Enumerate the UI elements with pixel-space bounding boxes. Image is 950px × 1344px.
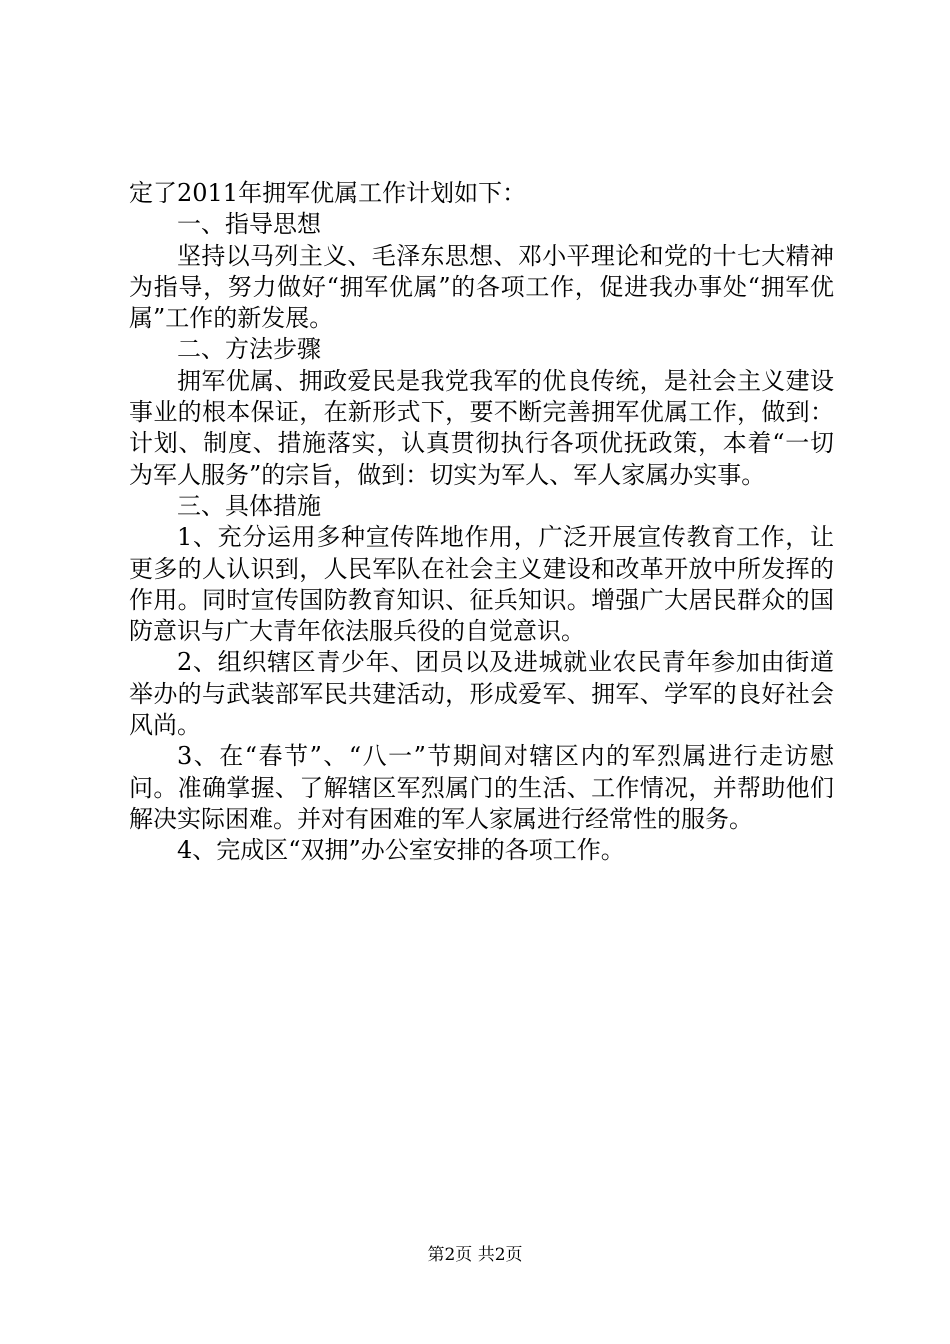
section-heading-guiding-ideology: 一、指导思想	[177, 210, 321, 239]
document-body	[129, 178, 834, 867]
paragraph-measure-1: 1、充分运用多种宣传阵地作用，广泛开展宣传教育工作，让更多的人认识到，人民军队在社会主义建设和改革开放中所发挥的作用。同时宣传国防教育知识、征兵知识。增强广大居民群众的国防意识与广大青年依法服兵役的自觉意识。	[129, 523, 834, 646]
section-heading-methods: 二、方法步骤	[177, 335, 321, 364]
page-number-label: 第2页 共2页	[427, 1245, 523, 1265]
page-footer	[0, 1244, 950, 1266]
paragraph-measure-4: 4、完成区“双拥”办公室安排的各项工作。	[177, 836, 625, 865]
paragraph-guiding-ideology: 坚持以马列主义、毛泽东思想、邓小平理论和党的十七大精神为指导，努力做好“拥军优属”的各项工作，促进我办事处“拥军优属”工作的新发展。	[129, 241, 834, 333]
paragraph-measure-3: 3、在“春节”、“八一”节期间对辖区内的军烈属进行走访慰问。准确掌握、了解辖区军烈属门的生活、工作情况，并帮助他们解决实际困难。并对有困难的军人家属进行经常性的服务。	[129, 742, 834, 833]
section-heading-measures: 三、具体措施	[177, 491, 321, 520]
paragraph-methods: 拥军优属、拥政爱民是我党我军的优良传统，是社会主义建设事业的根本保证，在新形式下，要不断完善拥军优属工作，做到：计划、制度、措施落实，认真贯彻执行各项优抚政策，本着“一切为军人服务”的宗旨，做到：切实为军人、军人家属办实事。	[129, 366, 834, 489]
paragraph-measure-2: 2、组织辖区青少年、团员以及进城就业农民青年参加由街道举办的与武装部军民共建活动，形成爱军、拥军、学军的良好社会风尚。	[129, 648, 834, 740]
paragraph-intro: 定了2011年拥军优属工作计划如下：	[129, 179, 527, 207]
